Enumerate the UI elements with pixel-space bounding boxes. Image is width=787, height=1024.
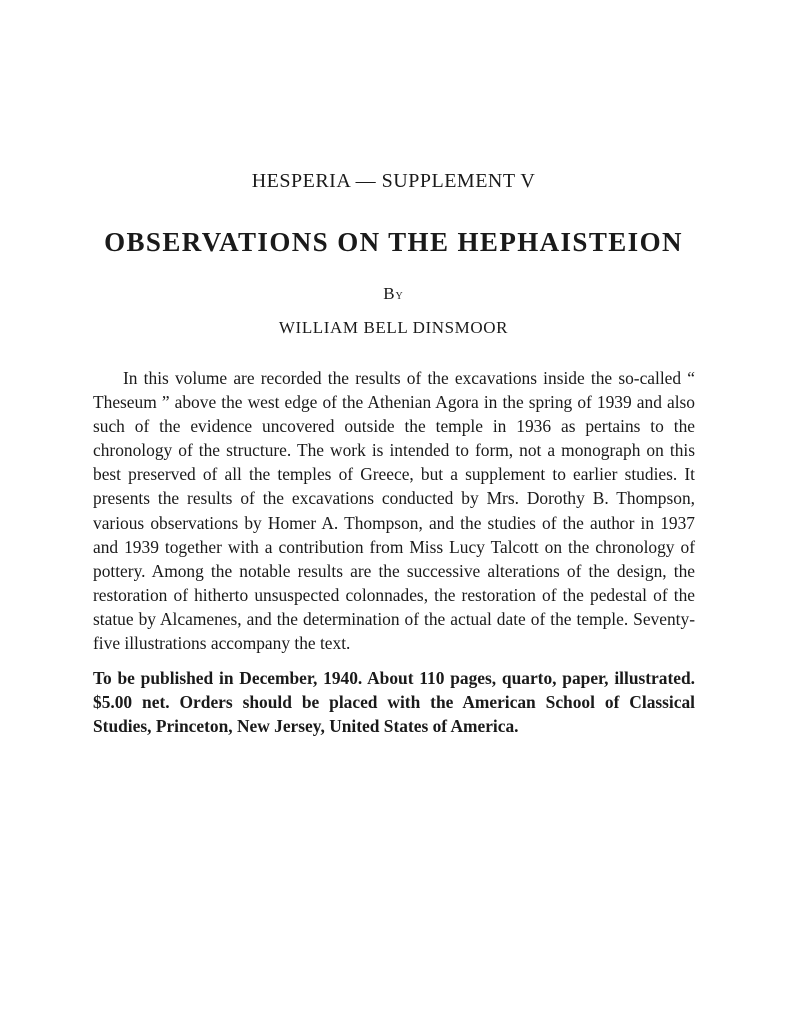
page-title: OBSERVATIONS ON THE HEPHAISTEION (104, 227, 683, 257)
author-name: WILLIAM BELL DINSMOOR (278, 318, 509, 337)
series-heading: HESPERIA — SUPPLEMENT V (251, 170, 536, 192)
by-line-rest: y (395, 288, 404, 303)
publication-notice: To be published in December, 1940. About 110 pages, quarto, paper, illustrated. $5.00 net. Orders should be placed with the American School of Classical Studies, Princeton, New Jersey, United States of America. (93, 668, 695, 737)
by-line-initial: B (383, 284, 396, 303)
by-line (0, 284, 787, 304)
description-paragraph: In this volume are recorded the results of the excavations inside the so-called “ Theseum ” above the west edge of the Athenian Agora in the spring of 1939 and also such of the evidence uncovered outside the temple in 1936 as pertains to the chronology of the structure. The work is intended to form, not a monograph on this best preserved of all the temples of Greece, but a supplement to earlier studies. It presents the results of the excavations conducted by Mrs. Dorothy B. Thompson, various observations by Homer A. Thompson, and the studies of the author in 1937 and 1939 together with a contribution from Miss Lucy Talcott on the chronology of pottery. Among the notable results are the successive alterations of the design, the restoration of hitherto unsuspected colonnades, the restoration of the pedestal of the statue by Alcamenes, and the determination of the actual date of the temple. Seventy-five illustrations accompany the text. (93, 368, 695, 654)
